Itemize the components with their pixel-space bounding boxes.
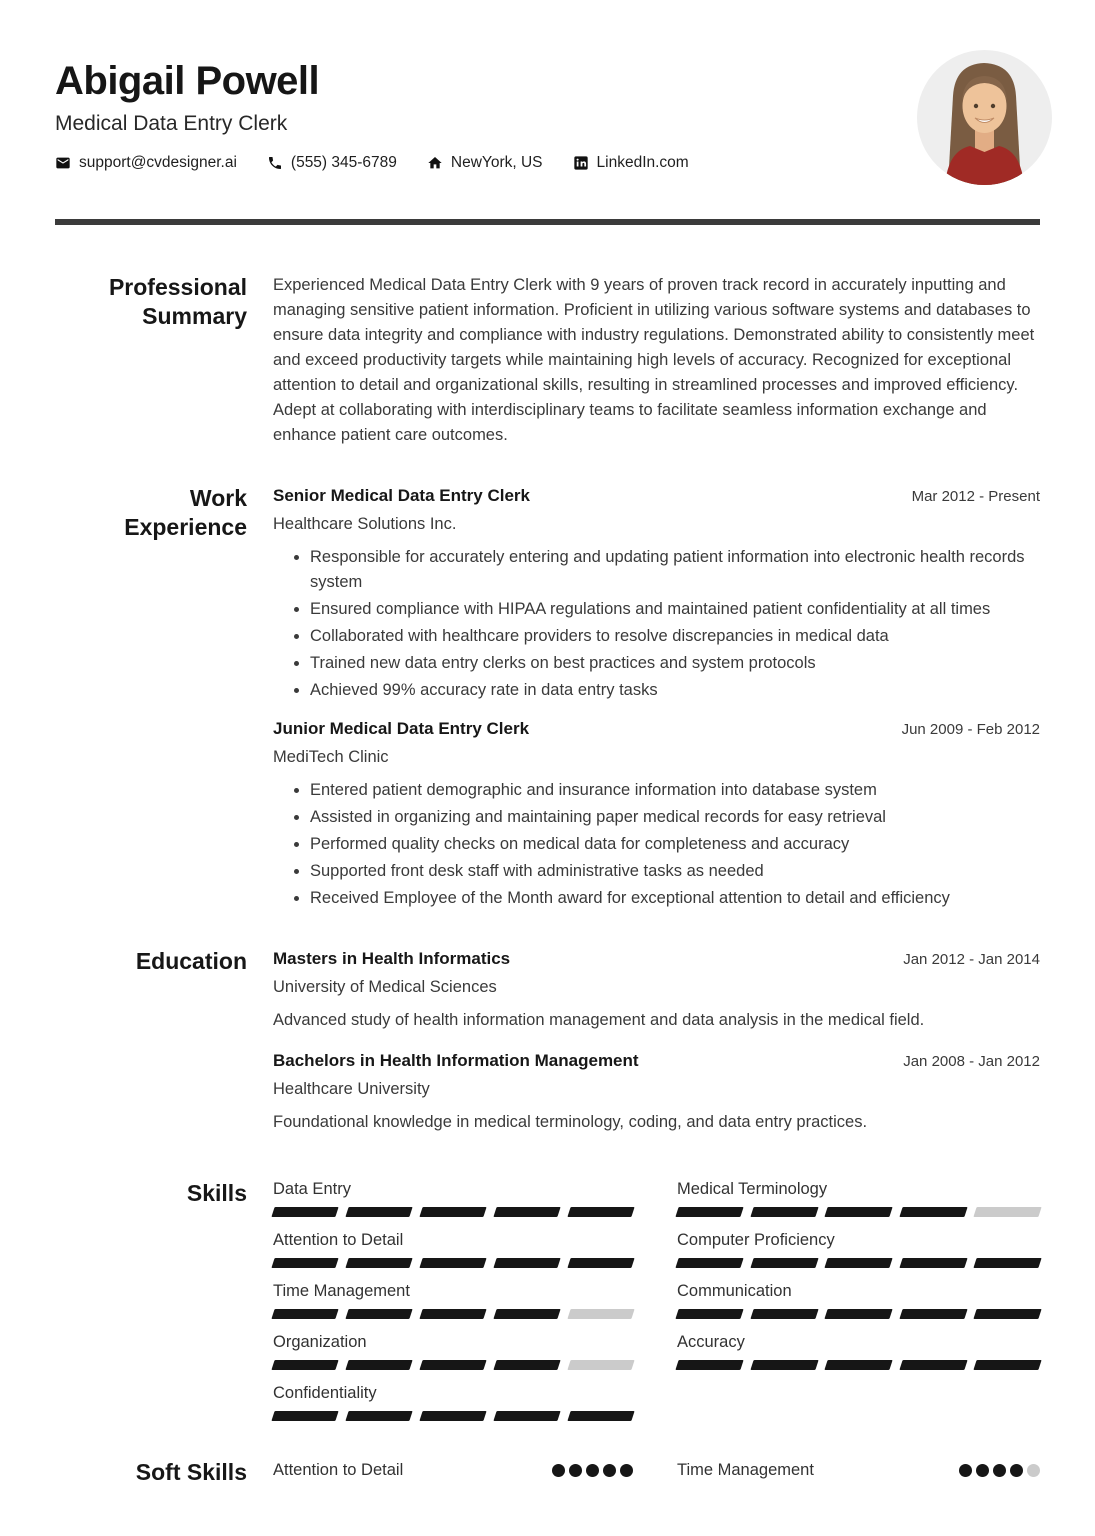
soft-skill-dots (959, 1464, 1040, 1477)
education-heading: Education (135, 948, 247, 974)
degree-description: Advanced study of health information management and data analysis in the medical field. (273, 1011, 925, 1029)
skill-bar-segment (899, 1360, 967, 1370)
skill-bar-segment (974, 1207, 1042, 1217)
skill-bar-segment (493, 1207, 560, 1217)
contact-location-text: NewYork, US (450, 154, 543, 171)
skill-bar-segment (567, 1360, 634, 1370)
skill-name: Confidentiality (273, 1384, 377, 1402)
skill-bar-segment (345, 1309, 412, 1319)
skill-bar-segment (567, 1411, 634, 1421)
skill-name: Accuracy (677, 1333, 745, 1351)
skill-bar-segment (899, 1258, 967, 1268)
skill-bar-segment (567, 1309, 634, 1319)
header-text-block (55, 58, 689, 172)
degree-dates: Jan 2012 - Jan 2014 (903, 951, 1040, 968)
header (55, 58, 1040, 185)
skill-item (677, 1179, 1040, 1217)
skill-bar-segment (493, 1360, 560, 1370)
skill-bar (273, 1360, 633, 1370)
contact-row (55, 154, 689, 172)
skill-bar (273, 1411, 633, 1421)
job-bullet: • Responsible for accurately entering and updating patient information into electronic health records system (310, 545, 1040, 595)
skill-bar-segment (675, 1309, 743, 1319)
job-company: Healthcare Solutions Inc. (273, 515, 457, 533)
job-bullet: • Performed quality checks on medical data for completeness and accuracy (310, 832, 1040, 857)
soft-skill-item (273, 1458, 633, 1483)
skill-bar-segment (345, 1411, 412, 1421)
skill-level-dot (993, 1464, 1006, 1477)
degree-dates: Jan 2008 - Jan 2012 (903, 1053, 1040, 1070)
skill-bar-segment (271, 1360, 338, 1370)
soft-skill-dots (552, 1464, 633, 1477)
skill-bar-segment (675, 1207, 743, 1217)
job-bullet: • Ensured compliance with HIPAA regulations and maintained patient confidentiality at all times (310, 597, 1040, 622)
skills-column-right (677, 1179, 1040, 1434)
soft-skill-name: Attention to Detail (273, 1461, 404, 1479)
skill-bar-segment (974, 1360, 1042, 1370)
skill-bar (273, 1258, 633, 1268)
skill-bar-segment (899, 1207, 967, 1217)
skill-bar (677, 1207, 1040, 1217)
skill-level-dot (569, 1464, 582, 1477)
degree-title: Masters in Health Informatics (273, 949, 511, 968)
soft-skills-heading: Soft Skills (135, 1459, 247, 1485)
skill-bar-segment (493, 1411, 560, 1421)
skill-item (273, 1332, 633, 1370)
section-soft-skills (55, 1458, 1040, 1487)
skill-name: Time Management (273, 1282, 410, 1300)
section-summary (55, 273, 1040, 448)
skill-level-dot (1027, 1464, 1040, 1477)
skill-bar-segment (493, 1309, 560, 1319)
skill-level-dot (620, 1464, 633, 1477)
skill-bar-segment (825, 1258, 893, 1268)
contact-linkedin (573, 154, 689, 172)
skill-bar-segment (974, 1309, 1042, 1319)
job-bullet: • Assisted in organizing and maintaining paper medical records for easy retrieval (310, 805, 1040, 830)
header-divider (55, 219, 1040, 225)
skill-bar-segment (825, 1309, 893, 1319)
job-bullet: • Trained new data entry clerks on best practices and system protocols (310, 651, 1040, 676)
degree-title: Bachelors in Health Information Management (273, 1051, 639, 1070)
skill-bar-segment (750, 1309, 818, 1319)
job-bullet: • Supported front desk staff with administrative tasks as needed (310, 859, 1040, 884)
person-name: Abigail Powell (55, 59, 320, 103)
degree-entry (273, 947, 1040, 1033)
skill-bar-segment (825, 1360, 893, 1370)
contact-phone-text: (555) 345-6789 (290, 154, 397, 171)
skill-item (677, 1332, 1040, 1370)
skill-bar-segment (419, 1411, 486, 1421)
section-experience (55, 484, 1040, 913)
soft-skill-item (677, 1458, 1040, 1483)
skill-level-dot (552, 1464, 565, 1477)
skill-bar-segment (825, 1207, 893, 1217)
phone-icon (267, 155, 283, 171)
section-education (55, 947, 1040, 1135)
skill-bar-segment (271, 1411, 338, 1421)
section-skills (55, 1179, 1040, 1434)
contact-location (427, 154, 543, 172)
skill-level-dot (976, 1464, 989, 1477)
job-title: Senior Medical Data Entry Clerk (273, 486, 530, 505)
skill-bar-segment (271, 1309, 338, 1319)
skill-bar (677, 1360, 1040, 1370)
contact-email (55, 154, 237, 172)
skill-bar-segment (419, 1309, 486, 1319)
skill-name: Computer Proficiency (677, 1231, 835, 1249)
home-icon (427, 155, 443, 171)
job-bullet-list (273, 545, 1040, 703)
skill-bar-segment (345, 1207, 412, 1217)
contact-phone (267, 154, 397, 172)
skill-bar (677, 1309, 1040, 1319)
job-entry (273, 484, 1040, 703)
skill-bar-segment (493, 1258, 560, 1268)
skill-level-dot (959, 1464, 972, 1477)
skill-bar-segment (345, 1258, 412, 1268)
job-company: MediTech Clinic (273, 748, 389, 766)
linkedin-icon (573, 155, 589, 171)
email-icon (55, 155, 71, 171)
skill-level-dot (1010, 1464, 1023, 1477)
skill-item (273, 1230, 633, 1268)
skill-bar-segment (345, 1360, 412, 1370)
skills-heading: Skills (186, 1180, 247, 1206)
degree-entry (273, 1049, 1040, 1135)
skill-item (273, 1179, 633, 1217)
contact-linkedin-text: LinkedIn.com (596, 154, 689, 171)
skill-name: Medical Terminology (677, 1180, 828, 1198)
skill-name: Data Entry (273, 1180, 351, 1198)
summary-text: Experienced Medical Data Entry Clerk with 9 years of proven track record in accurately inputting and managing sensitive patient information. Proficient in utilizing various software systems and databases to ensure data integrity and compliance with industry regulations. Demonstrated ability to consistently meet and exceed productivity targets while maintaining high levels of accuracy. Recognized for exceptional attention to detail and organizational skills, resulting in streamlined processes and improved efficiency. Adept at collaborating with interdisciplinary teams to facilitate seamless information exchange and enhance patient care outcomes. (273, 276, 1035, 444)
job-entry (273, 717, 1040, 911)
summary-heading: Professional Summary (108, 274, 247, 329)
job-dates: Mar 2012 - Present (911, 488, 1040, 505)
skill-name: Communication (677, 1282, 792, 1300)
degree-school: University of Medical Sciences (273, 978, 497, 996)
skill-bar-segment (750, 1207, 818, 1217)
skill-bar-segment (567, 1258, 634, 1268)
job-title: Junior Medical Data Entry Clerk (273, 719, 530, 738)
skill-name: Attention to Detail (273, 1231, 404, 1249)
skill-level-dot (586, 1464, 599, 1477)
skill-bar (273, 1207, 633, 1217)
job-dates: Jun 2009 - Feb 2012 (901, 721, 1040, 738)
skills-column-left (273, 1179, 633, 1434)
skill-bar-segment (750, 1360, 818, 1370)
skill-bar-segment (750, 1258, 818, 1268)
skill-item (273, 1383, 633, 1421)
skill-bar-segment (567, 1207, 634, 1217)
soft-skill-name: Time Management (677, 1461, 814, 1479)
skill-bar (677, 1258, 1040, 1268)
profile-photo (917, 50, 1052, 185)
contact-email-text: support@cvdesigner.ai (79, 154, 237, 171)
skill-bar-segment (899, 1309, 967, 1319)
skill-level-dot (603, 1464, 616, 1477)
skill-bar-segment (675, 1258, 743, 1268)
skill-bar-segment (419, 1360, 486, 1370)
skill-bar-segment (271, 1258, 338, 1268)
degree-school: Healthcare University (273, 1080, 430, 1098)
skill-bar-segment (419, 1258, 486, 1268)
job-bullet: • Received Employee of the Month award for exceptional attention to detail and efficiency (310, 886, 1040, 911)
skill-item (677, 1230, 1040, 1268)
skill-bar-segment (675, 1360, 743, 1370)
skill-bar-segment (974, 1258, 1042, 1268)
skill-item (677, 1281, 1040, 1319)
job-bullet-list (273, 778, 1040, 911)
skill-item (273, 1281, 633, 1319)
experience-heading: Work Experience (124, 485, 247, 540)
job-bullet: • Entered patient demographic and insurance information into database system (310, 778, 1040, 803)
skill-bar-segment (419, 1207, 486, 1217)
degree-description: Foundational knowledge in medical terminology, coding, and data entry practices. (273, 1113, 868, 1131)
job-bullet: • Collaborated with healthcare providers to resolve discrepancies in medical data (310, 624, 1040, 649)
job-bullet: • Achieved 99% accuracy rate in data entry tasks (310, 678, 1040, 703)
skill-bar (273, 1309, 633, 1319)
person-job-title: Medical Data Entry Clerk (55, 112, 288, 135)
skill-bar-segment (271, 1207, 338, 1217)
skill-name: Organization (273, 1333, 367, 1351)
